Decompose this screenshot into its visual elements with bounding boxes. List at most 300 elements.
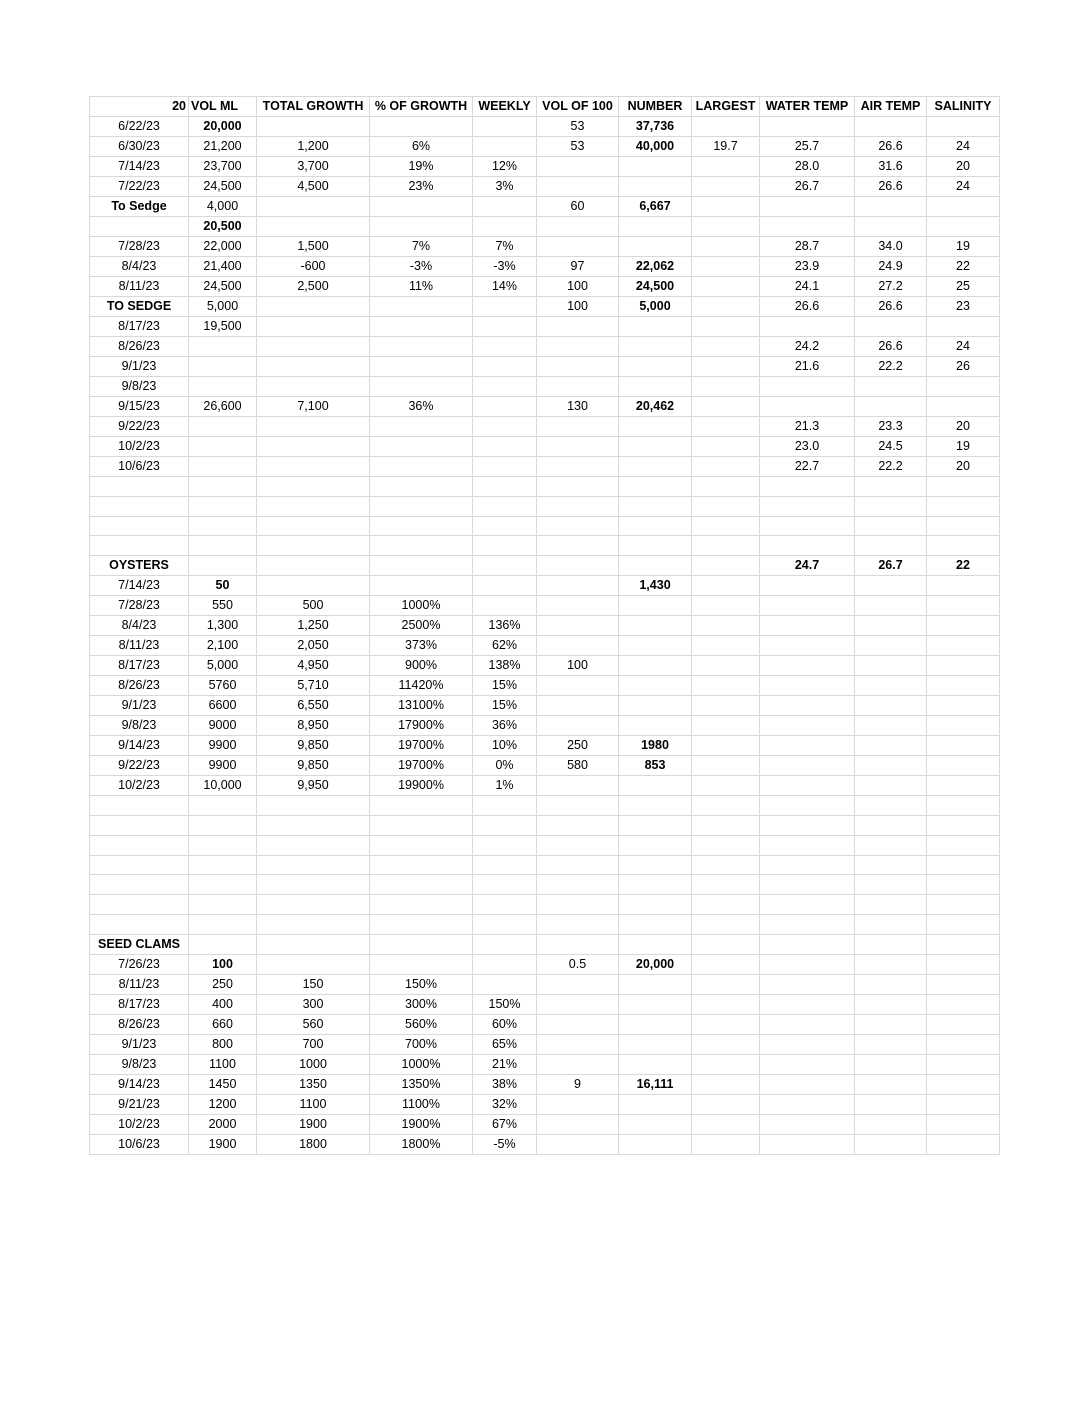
table-cell[interactable]: [855, 676, 927, 696]
table-cell[interactable]: [257, 835, 370, 855]
table-cell[interactable]: 5,710: [257, 676, 370, 696]
table-cell[interactable]: [537, 377, 619, 397]
table-cell[interactable]: [692, 1054, 760, 1074]
table-cell[interactable]: 100: [537, 297, 619, 317]
table-cell[interactable]: [760, 1054, 855, 1074]
table-cell[interactable]: [619, 994, 692, 1014]
table-cell[interactable]: [189, 934, 257, 954]
table-cell[interactable]: [537, 895, 619, 915]
table-cell[interactable]: [257, 536, 370, 556]
table-cell[interactable]: 7/28/23: [90, 237, 189, 257]
table-cell[interactable]: [537, 994, 619, 1014]
table-cell[interactable]: 60: [537, 197, 619, 217]
table-cell[interactable]: 26.6: [855, 177, 927, 197]
table-cell[interactable]: [692, 576, 760, 596]
table-cell[interactable]: [760, 776, 855, 796]
table-cell[interactable]: 1,200: [257, 137, 370, 157]
table-cell[interactable]: 20,500: [189, 217, 257, 237]
table-cell[interactable]: [692, 377, 760, 397]
table-cell[interactable]: [619, 536, 692, 556]
table-cell[interactable]: [692, 875, 760, 895]
table-cell[interactable]: [619, 1014, 692, 1034]
table-cell[interactable]: 34.0: [855, 237, 927, 257]
table-cell[interactable]: 21.3: [760, 417, 855, 437]
table-cell[interactable]: [927, 875, 1000, 895]
table-cell[interactable]: [537, 835, 619, 855]
table-cell[interactable]: 1900%: [370, 1114, 473, 1134]
table-cell[interactable]: 40,000: [619, 137, 692, 157]
table-cell[interactable]: 19900%: [370, 776, 473, 796]
table-cell[interactable]: [692, 815, 760, 835]
table-cell[interactable]: [760, 496, 855, 516]
table-cell[interactable]: 0%: [473, 756, 537, 776]
table-cell[interactable]: 100: [537, 277, 619, 297]
table-cell[interactable]: 400: [189, 994, 257, 1014]
table-cell[interactable]: [619, 776, 692, 796]
table-cell[interactable]: [927, 1014, 1000, 1034]
table-cell[interactable]: 36%: [370, 397, 473, 417]
table-cell[interactable]: [537, 217, 619, 237]
table-cell[interactable]: [855, 117, 927, 137]
table-cell[interactable]: [257, 477, 370, 497]
table-cell[interactable]: 100: [189, 954, 257, 974]
table-cell[interactable]: -3%: [473, 257, 537, 277]
table-cell[interactable]: [692, 496, 760, 516]
table-cell[interactable]: [619, 1054, 692, 1074]
table-cell[interactable]: 9900: [189, 736, 257, 756]
table-cell[interactable]: [692, 796, 760, 816]
table-cell[interactable]: [692, 337, 760, 357]
table-cell[interactable]: [927, 974, 1000, 994]
table-cell[interactable]: [473, 556, 537, 576]
table-cell[interactable]: 24: [927, 177, 1000, 197]
table-cell[interactable]: [90, 914, 189, 934]
table-cell[interactable]: [370, 477, 473, 497]
table-cell[interactable]: [692, 736, 760, 756]
table-cell[interactable]: [692, 636, 760, 656]
table-cell[interactable]: [927, 1034, 1000, 1054]
column-header[interactable]: TOTAL GROWTH: [257, 97, 370, 117]
table-cell[interactable]: [619, 914, 692, 934]
table-cell[interactable]: [473, 875, 537, 895]
table-cell[interactable]: [692, 776, 760, 796]
table-cell[interactable]: [619, 1034, 692, 1054]
table-cell[interactable]: [619, 636, 692, 656]
table-cell[interactable]: 60%: [473, 1014, 537, 1034]
table-cell[interactable]: 1000%: [370, 596, 473, 616]
table-cell[interactable]: [927, 1114, 1000, 1134]
table-cell[interactable]: 8/4/23: [90, 257, 189, 277]
table-cell[interactable]: 26,600: [189, 397, 257, 417]
table-cell[interactable]: 20,462: [619, 397, 692, 417]
table-cell[interactable]: [760, 1134, 855, 1154]
table-cell[interactable]: [537, 536, 619, 556]
table-cell[interactable]: 19: [927, 237, 1000, 257]
table-cell[interactable]: 130: [537, 397, 619, 417]
table-cell[interactable]: [855, 815, 927, 835]
table-cell[interactable]: 23%: [370, 177, 473, 197]
table-cell[interactable]: SEED CLAMS: [90, 934, 189, 954]
table-cell[interactable]: [619, 496, 692, 516]
table-cell[interactable]: [855, 1114, 927, 1134]
table-cell[interactable]: [692, 934, 760, 954]
table-cell[interactable]: [537, 974, 619, 994]
table-cell[interactable]: 11%: [370, 277, 473, 297]
table-cell[interactable]: [927, 636, 1000, 656]
table-cell[interactable]: [692, 1134, 760, 1154]
table-cell[interactable]: 8/26/23: [90, 676, 189, 696]
table-cell[interactable]: 1,500: [257, 237, 370, 257]
table-cell[interactable]: 23.3: [855, 417, 927, 437]
table-cell[interactable]: [927, 616, 1000, 636]
table-cell[interactable]: [692, 835, 760, 855]
table-cell[interactable]: -5%: [473, 1134, 537, 1154]
table-cell[interactable]: 10%: [473, 736, 537, 756]
table-cell[interactable]: [473, 197, 537, 217]
table-cell[interactable]: [692, 1074, 760, 1094]
table-cell[interactable]: [370, 457, 473, 477]
table-cell[interactable]: [760, 756, 855, 776]
table-cell[interactable]: 560%: [370, 1014, 473, 1034]
table-cell[interactable]: [855, 875, 927, 895]
table-cell[interactable]: 7/14/23: [90, 157, 189, 177]
table-cell[interactable]: [189, 815, 257, 835]
table-cell[interactable]: [537, 516, 619, 536]
table-cell[interactable]: [189, 914, 257, 934]
table-cell[interactable]: [619, 616, 692, 636]
table-cell[interactable]: 1100: [257, 1094, 370, 1114]
table-cell[interactable]: [692, 117, 760, 137]
table-cell[interactable]: 7/22/23: [90, 177, 189, 197]
table-cell[interactable]: 10/2/23: [90, 776, 189, 796]
table-cell[interactable]: [619, 895, 692, 915]
table-cell[interactable]: [537, 576, 619, 596]
table-cell[interactable]: [760, 835, 855, 855]
table-cell[interactable]: 9,850: [257, 756, 370, 776]
table-cell[interactable]: [760, 636, 855, 656]
table-cell[interactable]: [692, 855, 760, 875]
table-cell[interactable]: [189, 895, 257, 915]
table-cell[interactable]: 300%: [370, 994, 473, 1014]
table-cell[interactable]: [760, 1074, 855, 1094]
table-cell[interactable]: [257, 417, 370, 437]
table-cell[interactable]: [473, 596, 537, 616]
table-cell[interactable]: 9000: [189, 716, 257, 736]
table-cell[interactable]: [537, 417, 619, 437]
table-cell[interactable]: [537, 317, 619, 337]
table-cell[interactable]: 700: [257, 1034, 370, 1054]
table-cell[interactable]: [692, 477, 760, 497]
table-cell[interactable]: 10/2/23: [90, 1114, 189, 1134]
table-cell[interactable]: 16,111: [619, 1074, 692, 1094]
table-cell[interactable]: [692, 177, 760, 197]
table-cell[interactable]: [927, 696, 1000, 716]
table-cell[interactable]: [760, 596, 855, 616]
table-cell[interactable]: [760, 954, 855, 974]
table-cell[interactable]: [537, 337, 619, 357]
table-cell[interactable]: 14%: [473, 277, 537, 297]
table-cell[interactable]: 8/11/23: [90, 277, 189, 297]
table-cell[interactable]: [473, 377, 537, 397]
table-cell[interactable]: [760, 934, 855, 954]
table-cell[interactable]: [257, 934, 370, 954]
table-cell[interactable]: [692, 1094, 760, 1114]
table-cell[interactable]: 9/14/23: [90, 1074, 189, 1094]
table-cell[interactable]: [537, 855, 619, 875]
table-cell[interactable]: [927, 994, 1000, 1014]
table-cell[interactable]: [370, 536, 473, 556]
table-cell[interactable]: 1980: [619, 736, 692, 756]
table-cell[interactable]: 28.7: [760, 237, 855, 257]
table-cell[interactable]: [257, 954, 370, 974]
table-cell[interactable]: 1000%: [370, 1054, 473, 1074]
table-cell[interactable]: 24.7: [760, 556, 855, 576]
table-cell[interactable]: [760, 656, 855, 676]
table-cell[interactable]: [855, 636, 927, 656]
table-cell[interactable]: [473, 974, 537, 994]
table-cell[interactable]: 20: [927, 417, 1000, 437]
table-cell[interactable]: [855, 1034, 927, 1054]
table-cell[interactable]: [619, 796, 692, 816]
table-cell[interactable]: [189, 516, 257, 536]
table-cell[interactable]: 1800%: [370, 1134, 473, 1154]
table-cell[interactable]: [692, 954, 760, 974]
table-cell[interactable]: [537, 596, 619, 616]
table-cell[interactable]: [692, 756, 760, 776]
table-cell[interactable]: 22,000: [189, 237, 257, 257]
table-cell[interactable]: [855, 516, 927, 536]
table-cell[interactable]: 9/22/23: [90, 417, 189, 437]
table-cell[interactable]: 1000: [257, 1054, 370, 1074]
table-cell[interactable]: [370, 117, 473, 137]
table-cell[interactable]: [927, 496, 1000, 516]
table-cell[interactable]: [90, 875, 189, 895]
column-header[interactable]: NUMBER: [619, 97, 692, 117]
table-cell[interactable]: [189, 496, 257, 516]
table-cell[interactable]: 8/26/23: [90, 1014, 189, 1034]
table-cell[interactable]: 19,500: [189, 317, 257, 337]
table-cell[interactable]: 50: [189, 576, 257, 596]
table-cell[interactable]: [90, 815, 189, 835]
table-cell[interactable]: 26.7: [760, 177, 855, 197]
table-cell[interactable]: [473, 496, 537, 516]
table-cell[interactable]: 7%: [370, 237, 473, 257]
table-cell[interactable]: 67%: [473, 1114, 537, 1134]
table-cell[interactable]: 26.7: [855, 556, 927, 576]
table-cell[interactable]: [90, 855, 189, 875]
table-cell[interactable]: [760, 1014, 855, 1034]
table-cell[interactable]: [619, 237, 692, 257]
table-cell[interactable]: [760, 716, 855, 736]
table-cell[interactable]: 24.1: [760, 277, 855, 297]
table-cell[interactable]: [927, 1094, 1000, 1114]
table-cell[interactable]: [855, 696, 927, 716]
table-cell[interactable]: [370, 197, 473, 217]
table-cell[interactable]: [692, 556, 760, 576]
table-cell[interactable]: [692, 656, 760, 676]
table-cell[interactable]: [760, 397, 855, 417]
table-cell[interactable]: [189, 417, 257, 437]
table-cell[interactable]: [760, 616, 855, 636]
table-cell[interactable]: 6/22/23: [90, 117, 189, 137]
table-cell[interactable]: [473, 835, 537, 855]
table-cell[interactable]: 660: [189, 1014, 257, 1034]
table-cell[interactable]: [692, 317, 760, 337]
table-cell[interactable]: [537, 357, 619, 377]
table-cell[interactable]: 3%: [473, 177, 537, 197]
table-cell[interactable]: 300: [257, 994, 370, 1014]
table-cell[interactable]: [90, 835, 189, 855]
table-cell[interactable]: 25: [927, 277, 1000, 297]
table-cell[interactable]: 5760: [189, 676, 257, 696]
table-cell[interactable]: [370, 357, 473, 377]
table-cell[interactable]: 19700%: [370, 736, 473, 756]
table-cell[interactable]: [189, 337, 257, 357]
table-cell[interactable]: [692, 157, 760, 177]
table-cell[interactable]: [855, 397, 927, 417]
table-cell[interactable]: [692, 895, 760, 915]
table-cell[interactable]: [692, 914, 760, 934]
table-cell[interactable]: 23.9: [760, 257, 855, 277]
table-cell[interactable]: [692, 277, 760, 297]
table-cell[interactable]: 22,062: [619, 257, 692, 277]
table-cell[interactable]: 9/8/23: [90, 377, 189, 397]
table-cell[interactable]: [619, 217, 692, 237]
table-cell[interactable]: [855, 1134, 927, 1154]
table-cell[interactable]: [473, 137, 537, 157]
table-cell[interactable]: [257, 297, 370, 317]
table-cell[interactable]: [619, 815, 692, 835]
table-cell[interactable]: [619, 855, 692, 875]
table-cell[interactable]: 2,500: [257, 277, 370, 297]
table-cell[interactable]: [537, 875, 619, 895]
table-cell[interactable]: [370, 815, 473, 835]
table-cell[interactable]: [619, 457, 692, 477]
table-cell[interactable]: [927, 954, 1000, 974]
table-cell[interactable]: 26.6: [855, 297, 927, 317]
table-cell[interactable]: 9,950: [257, 776, 370, 796]
table-cell[interactable]: [619, 437, 692, 457]
table-cell[interactable]: 150%: [370, 974, 473, 994]
table-cell[interactable]: 24.5: [855, 437, 927, 457]
column-header[interactable]: WEEKLY: [473, 97, 537, 117]
table-cell[interactable]: [692, 716, 760, 736]
table-cell[interactable]: 21,200: [189, 137, 257, 157]
table-cell[interactable]: [473, 417, 537, 437]
table-cell[interactable]: [257, 895, 370, 915]
table-cell[interactable]: [257, 437, 370, 457]
table-cell[interactable]: [927, 377, 1000, 397]
table-cell[interactable]: 12%: [473, 157, 537, 177]
table-cell[interactable]: [855, 576, 927, 596]
table-cell[interactable]: 23.0: [760, 437, 855, 457]
table-cell[interactable]: [927, 895, 1000, 915]
table-cell[interactable]: [473, 934, 537, 954]
table-cell[interactable]: 32%: [473, 1094, 537, 1114]
table-cell[interactable]: 9/22/23: [90, 756, 189, 776]
table-cell[interactable]: [473, 576, 537, 596]
table-cell[interactable]: [692, 257, 760, 277]
table-cell[interactable]: [619, 477, 692, 497]
table-cell[interactable]: [619, 357, 692, 377]
table-cell[interactable]: [760, 875, 855, 895]
table-cell[interactable]: [855, 477, 927, 497]
table-cell[interactable]: [692, 217, 760, 237]
table-cell[interactable]: [927, 1054, 1000, 1074]
table-cell[interactable]: [692, 974, 760, 994]
table-cell[interactable]: [927, 197, 1000, 217]
table-cell[interactable]: [370, 576, 473, 596]
table-cell[interactable]: [760, 974, 855, 994]
table-cell[interactable]: [370, 496, 473, 516]
table-cell[interactable]: [473, 536, 537, 556]
table-cell[interactable]: 136%: [473, 616, 537, 636]
table-cell[interactable]: [927, 796, 1000, 816]
table-cell[interactable]: [537, 616, 619, 636]
table-cell[interactable]: [855, 835, 927, 855]
table-cell[interactable]: 2500%: [370, 616, 473, 636]
table-cell[interactable]: [473, 954, 537, 974]
table-cell[interactable]: [370, 437, 473, 457]
table-cell[interactable]: To Sedge: [90, 197, 189, 217]
table-cell[interactable]: [927, 596, 1000, 616]
table-cell[interactable]: -3%: [370, 257, 473, 277]
table-cell[interactable]: [692, 1114, 760, 1134]
table-cell[interactable]: [692, 1014, 760, 1034]
table-cell[interactable]: 21%: [473, 1054, 537, 1074]
table-cell[interactable]: [855, 656, 927, 676]
table-cell[interactable]: [855, 756, 927, 776]
table-cell[interactable]: [855, 716, 927, 736]
table-cell[interactable]: 65%: [473, 1034, 537, 1054]
table-cell[interactable]: [90, 477, 189, 497]
table-cell[interactable]: [257, 457, 370, 477]
table-cell[interactable]: [927, 736, 1000, 756]
table-cell[interactable]: 31.6: [855, 157, 927, 177]
table-cell[interactable]: [473, 516, 537, 536]
table-cell[interactable]: 2,050: [257, 636, 370, 656]
table-cell[interactable]: [473, 796, 537, 816]
table-cell[interactable]: [370, 556, 473, 576]
table-cell[interactable]: [692, 197, 760, 217]
table-cell[interactable]: [90, 536, 189, 556]
table-cell[interactable]: [619, 1114, 692, 1134]
table-cell[interactable]: [927, 835, 1000, 855]
table-cell[interactable]: 22: [927, 556, 1000, 576]
table-cell[interactable]: [927, 117, 1000, 137]
table-cell[interactable]: 19700%: [370, 756, 473, 776]
table-cell[interactable]: 1100: [189, 1054, 257, 1074]
table-cell[interactable]: [537, 237, 619, 257]
table-cell[interactable]: 22.2: [855, 357, 927, 377]
table-cell[interactable]: [537, 457, 619, 477]
table-cell[interactable]: [619, 676, 692, 696]
table-cell[interactable]: 26.6: [760, 297, 855, 317]
table-cell[interactable]: [473, 477, 537, 497]
table-cell[interactable]: [537, 1094, 619, 1114]
table-cell[interactable]: 800: [189, 1034, 257, 1054]
table-cell[interactable]: [692, 357, 760, 377]
table-cell[interactable]: [257, 875, 370, 895]
table-cell[interactable]: 560: [257, 1014, 370, 1034]
table-cell[interactable]: [927, 217, 1000, 237]
table-cell[interactable]: 9,850: [257, 736, 370, 756]
table-cell[interactable]: [760, 796, 855, 816]
table-cell[interactable]: [473, 815, 537, 835]
table-cell[interactable]: [927, 1074, 1000, 1094]
table-cell[interactable]: 1200: [189, 1094, 257, 1114]
table-cell[interactable]: [760, 855, 855, 875]
